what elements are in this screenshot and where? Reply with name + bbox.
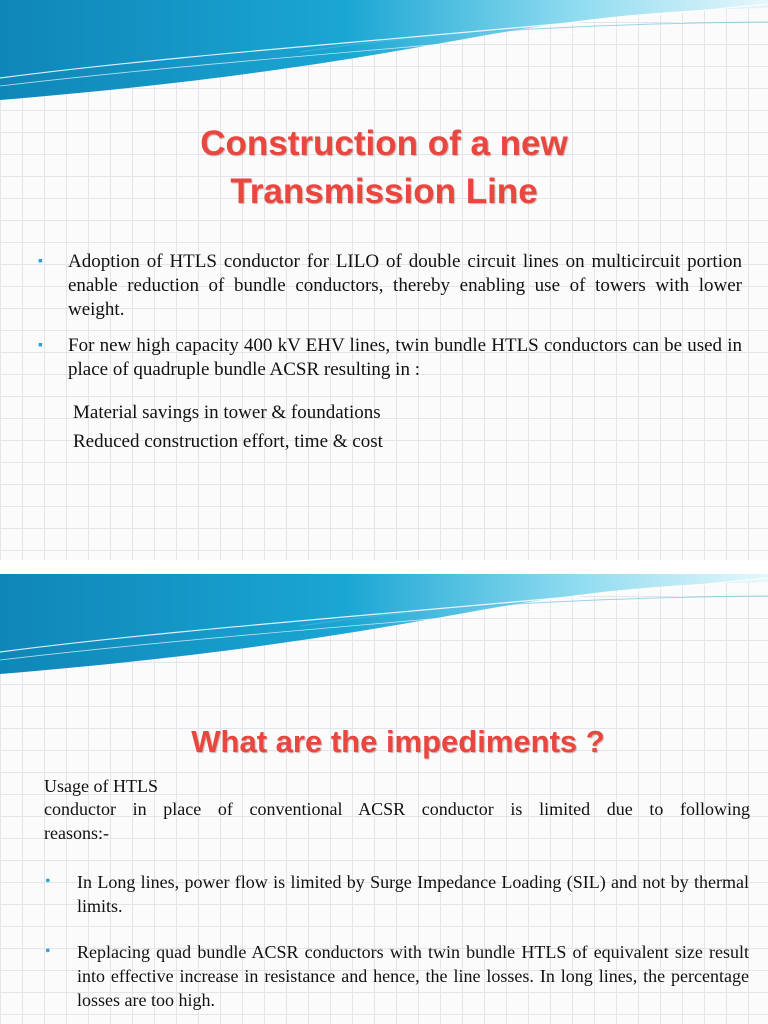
list-item (45, 940, 749, 1012)
title-line-1: Construction of a new (200, 124, 568, 163)
round-bullet-icon: • (45, 873, 51, 890)
bullet-text: In Long lines, power flow is limited by Surge Impedance Loading (SIL) and not by thermal limits. (77, 872, 749, 916)
list-item (38, 334, 742, 382)
bullet-text: Replacing quad bundle ACSR conductors with twin bundle HTLS of equivalent size result into effective increase in resistance and hence, the line losses. In long lines, the percentage losses are too high. (77, 942, 749, 1010)
intro-line-2: conductor in place of conventional ACSR conductor is limited due to following (44, 799, 750, 819)
sub-item: Reduced construction effort, time & cost (73, 431, 383, 452)
list-item (38, 250, 742, 322)
slide-1-bullet-list (38, 250, 742, 394)
title-line-2: Transmission Line (230, 172, 538, 211)
intro-line-1: Usage of HTLS (44, 776, 158, 796)
slide-2 (0, 574, 768, 1024)
header-wave-banner (0, 574, 768, 674)
slide-1-title (0, 120, 768, 216)
round-bullet-icon: • (45, 943, 51, 960)
slide-separator (0, 560, 768, 574)
slide-2-title: What are the impediments ? (191, 724, 605, 759)
bullet-text: Adoption of HTLS conductor for LILO of double circuit lines on multicircuit portion enable reduction of bundle conductors, thereby enabling use of towers with lower weight. (68, 251, 742, 320)
square-bullet-icon: ▪ (38, 254, 43, 269)
header-wave-banner (0, 0, 768, 100)
square-bullet-icon: ▪ (38, 338, 43, 353)
intro-line-3: reasons:- (44, 823, 109, 843)
slide-2-bullet-list (45, 870, 749, 1012)
bullet-text: For new high capacity 400 kV EHV lines, twin bundle HTLS conductors can be used in place of quadruple bundle ACSR resulting in : (68, 335, 742, 380)
list-item (45, 870, 749, 918)
sub-item: Material savings in tower & foundations (73, 402, 381, 423)
